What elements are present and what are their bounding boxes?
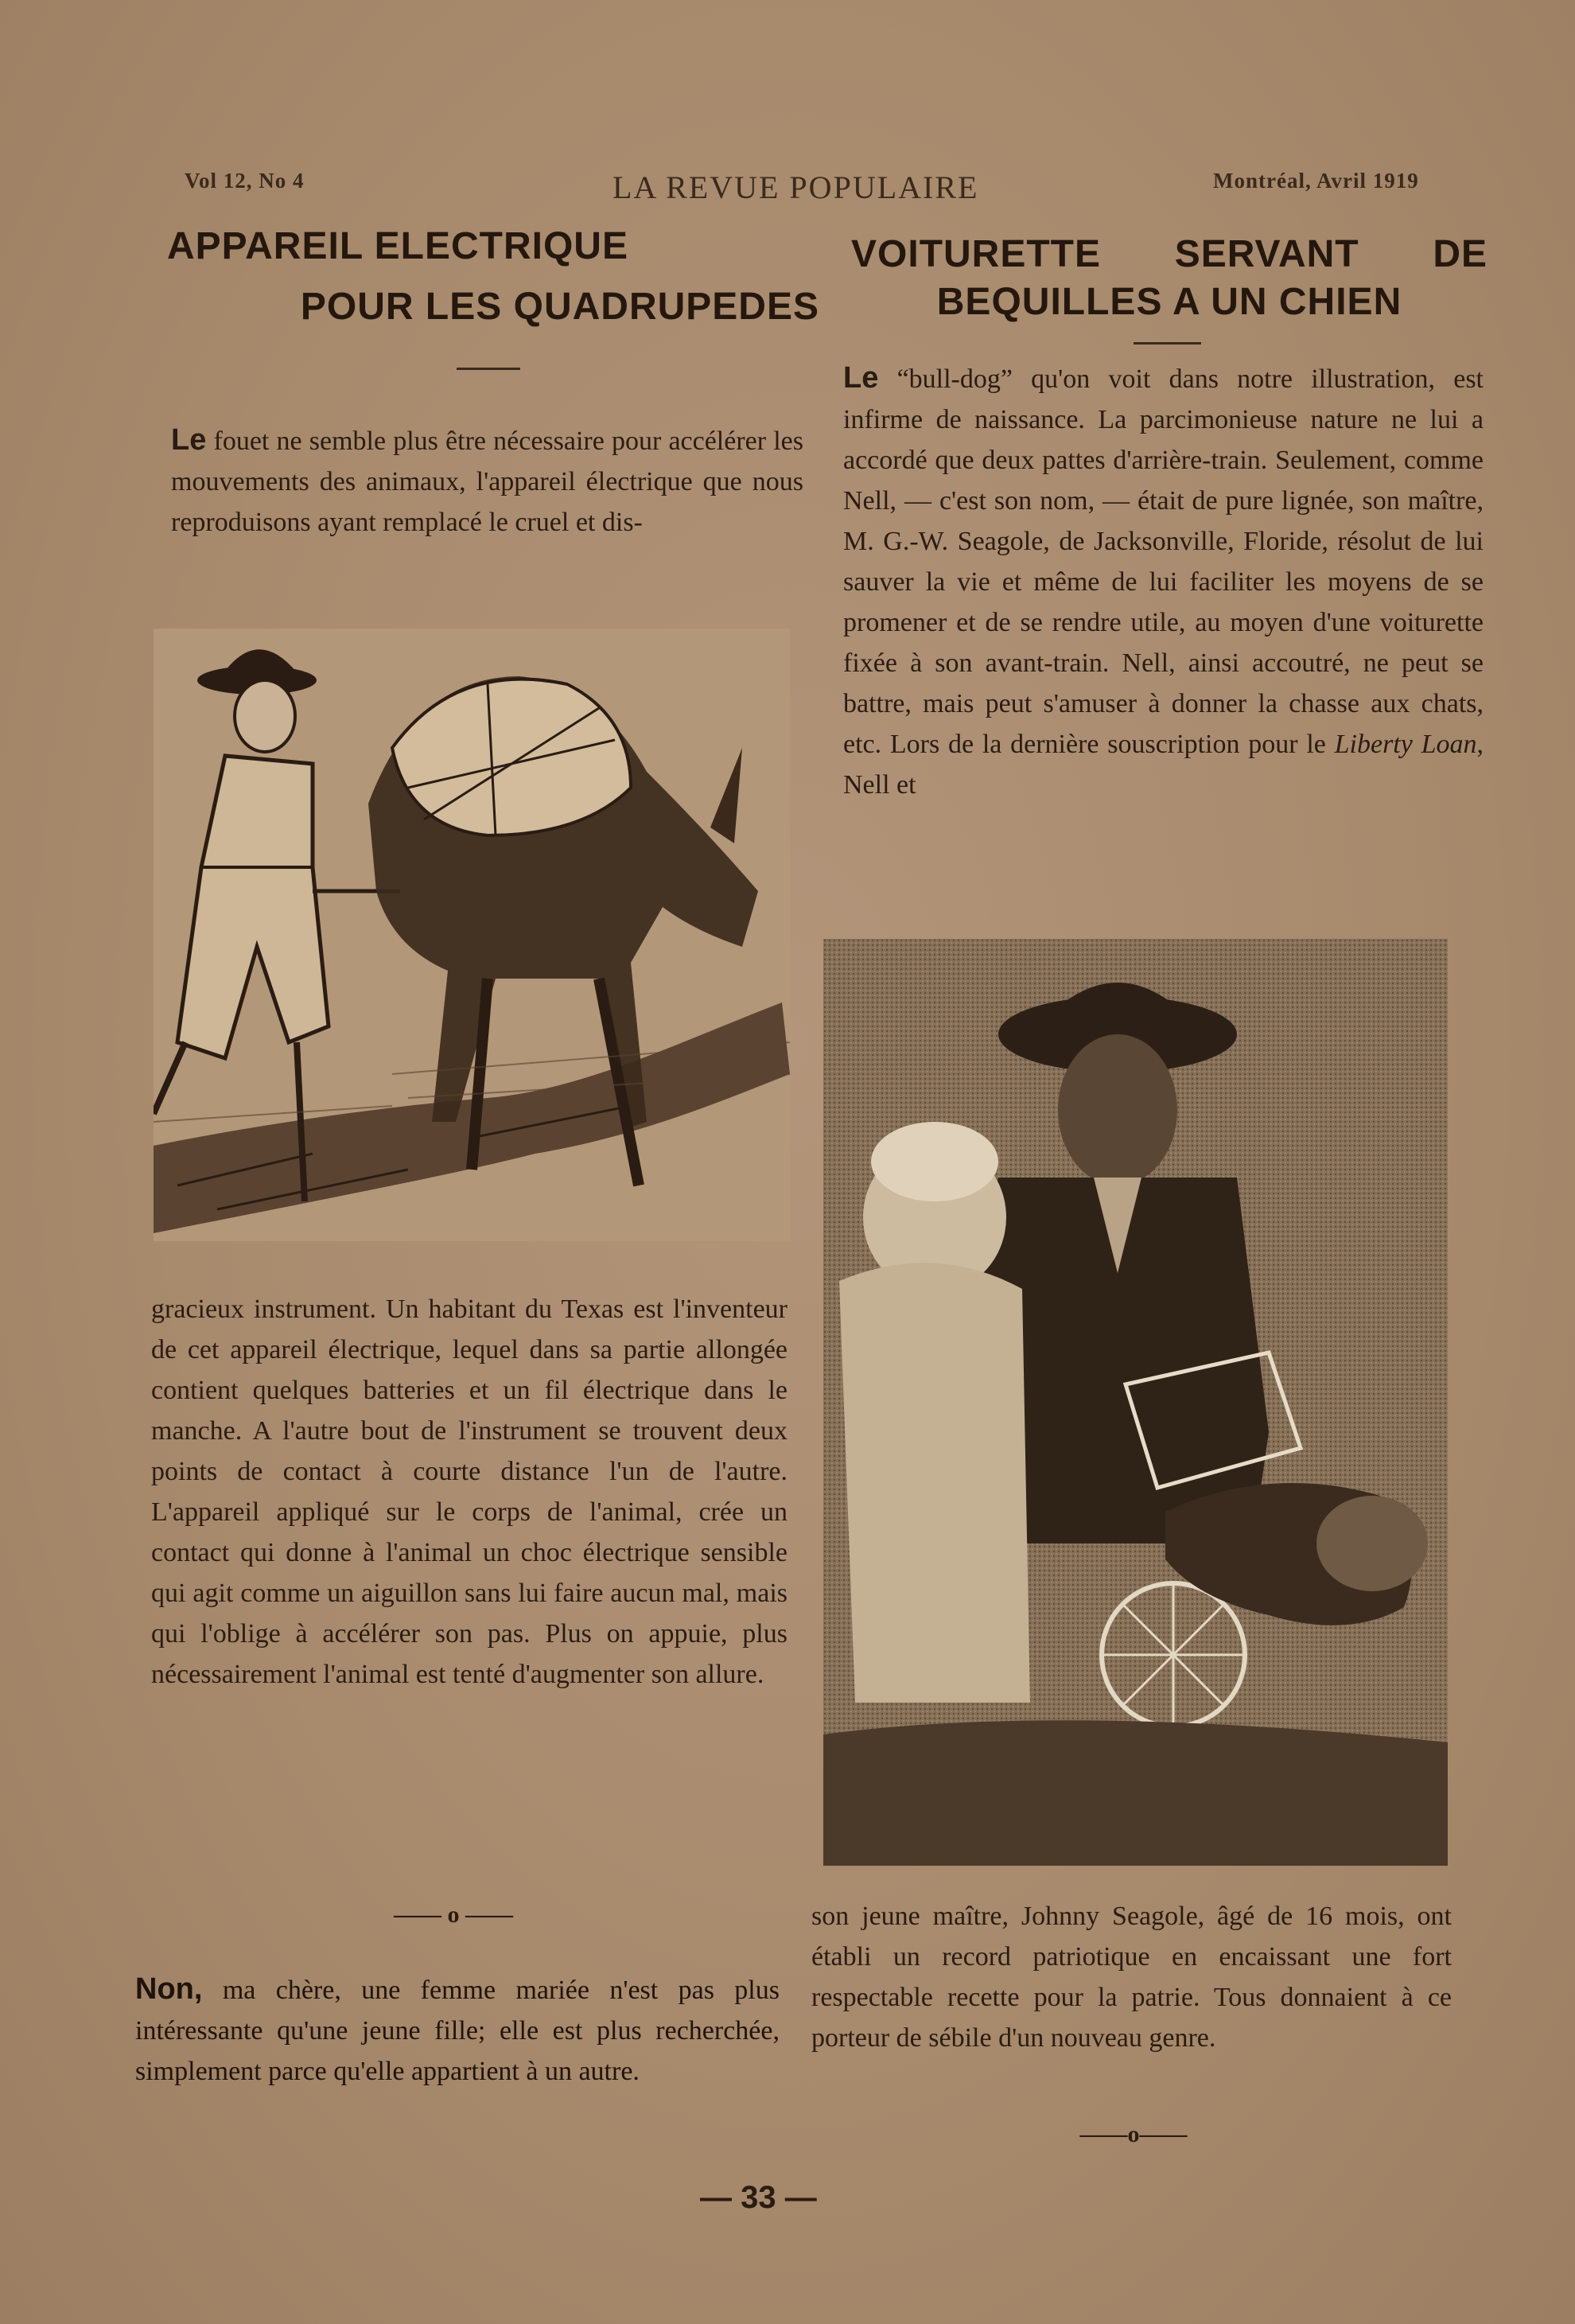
page-number: — 33 — xyxy=(700,2180,817,2215)
left-article-intro xyxy=(171,420,803,543)
dateline: Montréal, Avril 1919 xyxy=(1213,169,1419,193)
left-title-line-1: APPAREIL ELECTRIQUE xyxy=(167,225,628,267)
volume-number: Vol 12, No 4 xyxy=(185,169,305,193)
right-article-body: son jeune maître, Johnny Seagole, âgé de 16 mois, ont établi un record patriotique en encaissant une fort respectable recette pour la patrie. Tous donnaient à ce porteur de sébile d'un nouveau genre. xyxy=(811,1902,1452,2053)
right-dropcap: Le xyxy=(843,361,879,395)
left-article-title xyxy=(167,216,819,337)
left-title-rule xyxy=(457,368,520,370)
left-title-line-2: POUR LES QUADRUPEDES xyxy=(300,286,819,328)
right-article-intro xyxy=(843,358,1484,805)
filler-dropcap: Non, xyxy=(135,1972,203,2006)
mule-illustration xyxy=(154,629,790,1241)
right-separator: ——o—— xyxy=(1079,2121,1188,2147)
filler-text: ma chère, une femme mariée n'est pas plus intéressante qu'une jeune fille; elle est plus recherchée, simplement parce qu'elle appartient à un autre. xyxy=(135,1976,780,2086)
right-title-line-1: VOITURETTE SERVANT DE xyxy=(851,233,1488,275)
right-article-title xyxy=(851,231,1488,326)
right-title-line-2: BEQUILLES A UN CHIEN xyxy=(936,281,1402,323)
right-intro-end: , Nell et xyxy=(843,730,1484,800)
left-separator: —— o —— xyxy=(394,1902,513,1928)
bulldog-photo xyxy=(823,939,1448,1866)
liberty-loan-italic: Liberty Loan xyxy=(1334,730,1477,759)
man-child-bulldog-cart-photo-icon xyxy=(823,939,1448,1866)
left-dropcap: Le xyxy=(171,423,207,457)
filler-paragraph xyxy=(135,1969,780,2092)
left-intro-text: fouet ne semble plus être nécessaire pour accélérer les mouvements des animaux, l'appareil électrique que nous reproduisons ayant remplacé le cruel et dis- xyxy=(171,426,803,537)
right-intro-text: “bull-dog” qu'on voit dans notre illustration, est infirme de naissance. La parcimonieuse nature ne lui a accordé que deux pattes d'arrière-train. Seulement, comme Nell, — c'est son nom, — était de pure lignée, son maître, M. G.-W. Seagole, de Jacksonville, Floride, résolut de lui sauver la vie et même de lui faciliter les moyens de se promener et de se rendre utile, au moyen d'une voiturette fixée à son avant-train. Nell, ainsi accoutré, ne peut se battre, mais peut s'amuser à donner la chasse aux chats, etc. Lors de la dernière souscription pour le xyxy=(843,364,1484,759)
right-title-rule xyxy=(1134,342,1201,345)
left-article-body: gracieux instrument. Un habitant du Texas est l'inventeur de cet appareil électrique, lequel dans sa partie allongée contient quelques batteries et un fil électrique dans le manche. A l'autre bout de l'instrument se trouvent deux points de contact à courte distance l'un de l'autre. L'appareil appliqué sur le corps de l'animal, crée un contact qui donne à l'animal un choc électrique sensible qui agit comme un aiguillon sans lui faire aucun mal, mais qui l'oblige à accélérer son pas. Plus on appuie, plus nécessairement l'animal est tenté d'augmenter son allure. xyxy=(151,1294,788,1689)
man-driving-pack-mule-drawing-icon xyxy=(154,629,790,1241)
magazine-title: LA REVUE POPULAIRE xyxy=(612,169,979,205)
